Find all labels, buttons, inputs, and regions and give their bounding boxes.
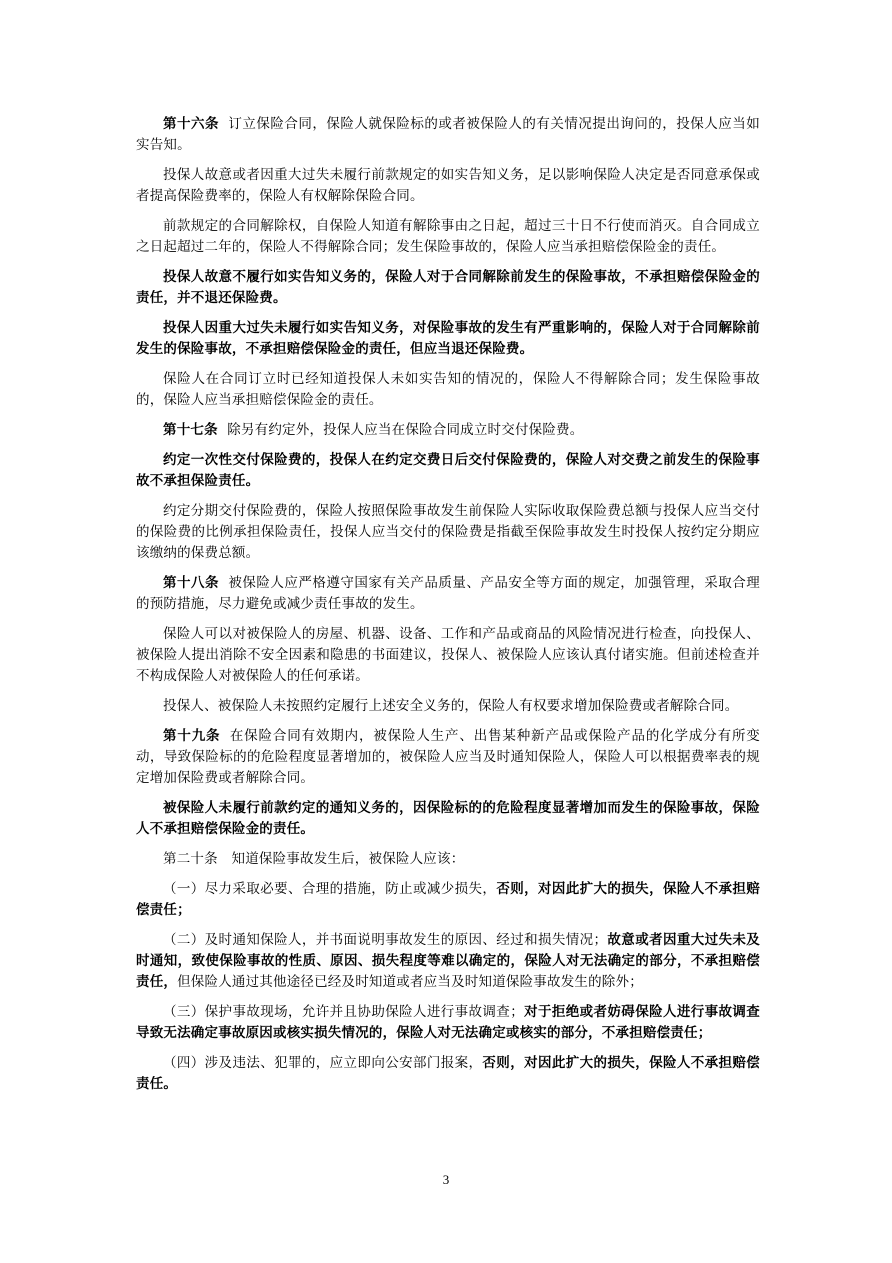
paragraph-bold-text: 投保人故意不履行如实告知义务的，保险人对于合同解除前发生的保险事故，不承担赔偿保险金的责任，并不退还保险费。: [136, 269, 760, 306]
paragraph-bold-text: 否则，对因此扩大的损失，保险人不承担赔偿责任；: [136, 881, 760, 918]
article-heading: 第十六条: [163, 116, 219, 132]
paragraph-bold-text: 对于拒绝或者妨碍保险人进行事故调查导致无法确定事故原因或核实损失情况的，保险人对无法确定或核实的部分，不承担赔偿责任；: [136, 1004, 760, 1041]
paragraph-text: 保险人可以对被保险人的房屋、机器、设备、工作和产品或商品的风险情况进行检查，向投保人、被保险人提出消除不安全因素和隐患的书面建议，投保人、被保险人应该认真付诸实施。但前述检查并不构成保险人对被保险人的任何承诺。: [136, 626, 760, 684]
paragraph-text: 被保险人应严格遵守国家有关产品质量、产品安全等方面的规定，加强管理，采取合理的预防措施，尽力避免或减少责任事故的发生。: [136, 575, 760, 612]
paragraph: [136, 798, 760, 840]
paragraph: [136, 849, 760, 870]
paragraph-text: （四）涉及违法、犯罪的，应立即向公安部门报案，: [163, 1055, 483, 1071]
article-heading: 第十七条: [163, 422, 218, 438]
paragraph: [136, 501, 760, 564]
paragraph: [136, 369, 760, 411]
paragraph-text: 在保险合同有效期内，被保险人生产、出售某种新产品或保险产品的化学成分有所变动，导致保险标的的危险程度显著增加的，被保险人应当及时通知保险人，保险人可以根据费率表的规定增加保险费或者解除合同。: [136, 728, 760, 786]
paragraph: [136, 930, 760, 993]
paragraph-text: 保险人在合同订立时已经知道投保人未如实告知的情况的，保险人不得解除合同；发生保险事故的，保险人应当承担赔偿保险金的责任。: [136, 371, 760, 408]
page-number: 3: [442, 1172, 450, 1187]
paragraph-text: 除另有约定外，投保人应当在保险合同成立时交付保险费。: [227, 422, 584, 438]
paragraph-bold-text: 投保人因重大过失未履行如实告知义务，对保险事故的发生有严重影响的，保险人对于合同解除前发生的保险事故，不承担赔偿保险金的责任，但应当退还保险费。: [136, 320, 760, 357]
paragraph: [136, 1002, 760, 1044]
paragraph-text: 投保人故意或者因重大过失未履行前款规定的如实告知义务，足以影响保险人决定是否同意承保或者提高保险费率的，保险人有权解除保险合同。: [136, 167, 760, 204]
paragraph: [136, 420, 760, 441]
paragraph-text: 前款规定的合同解除权，自保险人知道有解除事由之日起，超过三十日不行使而消灭。自合同成立之日起超过二年的，保险人不得解除合同；发生保险事故的，保险人应当承担赔偿保险金的责任。: [136, 218, 760, 255]
paragraph-text: （一）尽力采取必要、合理的措施，防止或减少损失，: [163, 881, 497, 897]
paragraph-bold-text: 被保险人未履行前款约定的通知义务的，因保险标的的危险程度显著增加而发生的保险事故，保险人不承担赔偿保险金的责任。: [136, 800, 760, 837]
paragraph: [136, 318, 760, 360]
paragraph-text: 投保人、被保险人未按照约定履行上述安全义务的，保险人有权要求增加保险费或者解除合同。: [163, 698, 739, 714]
paragraph: [136, 696, 760, 717]
paragraph: [136, 450, 760, 492]
paragraph-text: （二）及时通知保险人，并书面说明事故发生的原因、经过和损失情况；: [163, 932, 608, 948]
article-heading: 第十九条: [163, 728, 221, 744]
paragraph: [136, 573, 760, 615]
paragraph: [136, 114, 760, 156]
paragraph-text: 约定分期交付保险费的，保险人按照保险事故发生前保险人实际收取保险费总额与投保人应当交付的保险费的比例承担保险责任，投保人应当交付的保险费是指截至保险事故发生时投保人按约定分期应该缴纳的保费总额。: [136, 503, 760, 561]
paragraph-text: 第二十条 知道保险事故发生后，被保险人应该：: [163, 851, 465, 867]
paragraph: [136, 1053, 760, 1095]
document-body: [136, 114, 760, 1104]
paragraph-bold-text: 故意或者因重大过失未及时通知，致使保险事故的性质、原因、损失程度等难以确定的，保险人对无法确定的部分，不承担赔偿责任，: [136, 932, 761, 990]
paragraph: [136, 726, 760, 789]
paragraph: [136, 879, 760, 921]
paragraph: [136, 267, 760, 309]
paragraph-text: （三）保护事故现场，允许并且协助保险人进行事故调查；: [163, 1004, 524, 1020]
paragraph-bold-text: 约定一次性交付保险费的，投保人在约定交费日后交付保险费的，保险人对交费之前发生的保险事故不承担保险责任。: [136, 452, 760, 489]
paragraph-text: 订立保险合同，保险人就保险标的或者被保险人的有关情况提出询问的，投保人应当如实告知。: [136, 116, 760, 153]
paragraph: [136, 216, 760, 258]
paragraph-bold-text: 否则，对因此扩大的损失，保险人不承担赔偿责任。: [136, 1055, 760, 1092]
paragraph: [136, 624, 760, 687]
article-heading: 第十八条: [163, 575, 219, 591]
paragraph-tail-text: 但保险人通过其他途径已经及时知道或者应当及时知道保险事故发生的除外；: [177, 974, 643, 990]
paragraph: [136, 165, 760, 207]
